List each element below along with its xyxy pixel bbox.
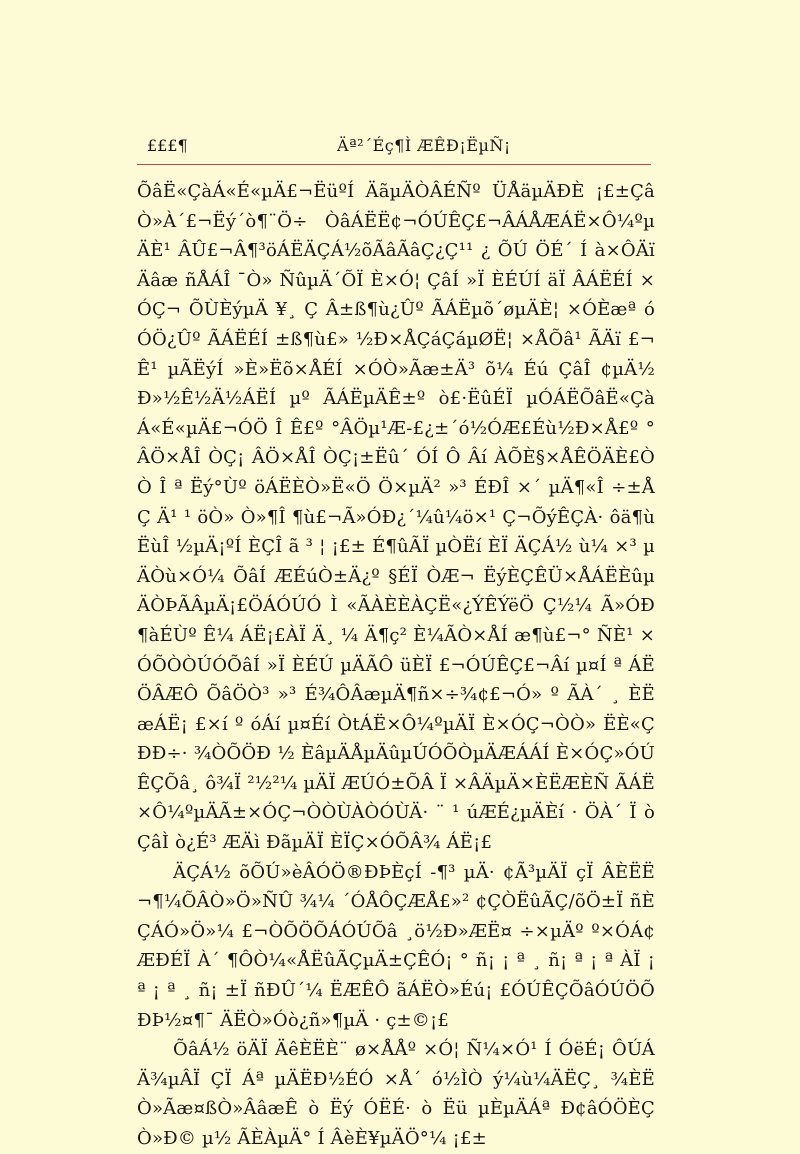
paragraph-1: ÕâË«ÇàÁ«É«µÄ£¬ËüºÍ ÄãµÄÒÂÉÑº ÜÅäµÄÐÈ ¡£±ÇâÒ»À´£¬Ëý´ò¶¨Ö÷ ÒâÁËË¢¬ÓÚÊÇ£¬ÂÁÅÆÁË×Ô¼ºµÄÈ¹ ÂÛ£¬Â¶³öÁËÄÇÁ½õÃâÃâÇ¿Ç¹¹ ¿ ÕÚ ÖÉ´ Í à×ÔÄï Äâæ ñÅÁÎ ¯Ò» ÑûµÄ´ÕÏ È×Ó¦ ÇâÍ »Ï ÈÉÚÍ äÏ ÂÁËÉÍ ×ÓÇ¬ ÕÙÈýµÄ ¥¸ Ç Â±ß¶ù¿Ûº ÃÁËµõ´øµÄÈ¦ ×ÓÈæª óÓÖ¿Ûº ÃÁËÉÍ ±ß¶ù£» ½Ð×ÅÇáÇáµØË¦ ×ÅÕâ¹ ÃÄï £¬Ê¹ µÃËýÍ »È»Ëõ×ÅÉÍ ×ÓÒ»Ãæ±Ä³ õ¼ Éú ÇâÎ ¢µÄ½Ð»½Ê½Ä½ÁËÍ µº ÃÁËµÄÊ±º ò£·ËûÉÏ µÓÁËÕâË«ÇàÁ«É«µÄ£¬ÓÖ Î Ê£º °ÂÖµ¹Æ-£¿±´ó½ÓÆ£Éù½Ð×Å£º °ÂÖ×ÅÎ ÒÇ¡ ÂÖ×ÅÎ ÒÇ¡±Ëû´ ÓÍ Ô Âí ÀÕÈ§×ÅÊÖÄÈ£ÒÒ Î ª Ëý°Ùº öÁËÈÒ»Ë«Ö Ö×µÄ² »³ ÉÐÎ ×´ µÄ¶«Î ÷±ÅÇ Ä¹ ¹ öÒ» Ò»¶Î ¶ù£¬Ã»ÓÐ¿´¼û¼ö×¹ Ç¬ÕýÊÇÀ· ôä¶ùËùÎ ½µÄ¡ºÍ ÈÇÎ ã ³ ¦ ¡£± É¶ûÃÏ µÒËí ÈÏ ÄÇÁ½ ù¼ ×³ µÄÒù×Ó¼ ÕâÍ ÆÉúÒ±Ä¿º §ÉÏ ÒÆ¬ ËýÈÇÊÜ×ÅÁËÈûµÄÒÞÃÂµÄ¡£ÖÁÓÚÓ Ì «ÃÀÈÈÀÇË«¿ÝÊÝëÖ Ç½¼ Ã»ÓÐ ¶àÉÙº Ê¼ ÁË¡£ÀÏ Ä¸ ¼ Ä¶ç² È¼ÃÒ×ÅÍ æ¶ù£¬° ÑÈ¹ ×ÓÕÒÒÚÓÕâÍ »Ï ÈÉÚ µÄÃÔ üÈÏ £¬ÓÚÊÇ£¬Âí µ¤Í ª ÁËÖÂÆÔ ÕâÖÒ³ »³ É¾ÔÂæµÄ¶ñ×÷¾¢£¬Ó» º ÃÀ´ ¸ ÈËæÁË¡ £×í º óÁí µ¤Éí ÒtÁË×Ô¼ºµÄÏ È×ÓÇ¬ÒÒ» ËÈ«ÇÐÐ÷· ¾ÒÕÖÐ ½ ÈâµÄÅµÄûµÚÓÕÒµÄÆÁÁÍ È×ÓÇ»ÓÚÊÇÕâ¸ ô¾Ï ²½²¼ µÄÏ ÆÚÓ±ÕÂ Ï ×ÂÄµÄ×ÈËÆÈÑ ÃÁË×Ô¼ºµÄÃ±×ÓÇ¬ÒÒÙÀÒÓÙÄ· ¨ ¹ úÆÉ¿µÄÈí · ÖÀ´ Ï òÇâÌ ò¿É³ ÆÄì ÐãµÄÏ ÈÏÇ×ÓÕÂ¾ ÁË¡£ bbox=[137, 181, 655, 854]
body-text bbox=[137, 177, 655, 1154]
paragraph-3: ÕâÁ½ öÄÏ ÄêÈËÈ¨ ø×ÅÅº ×Ó¦ Ñ¼×Ó¹ Í ÓëÉ¡ ÔÚÁÄ¾µÂÏ ÇÏ Áª µÄËÐ½ÉÓ ×Å´ ó½ÌÒ ý¼ù¼ÄËÇ¸ ¾ÈËÒ»Ãæ¤ßÒ»ÂâæÊ ò Ëý ÓËÉ· ò Ëü µÈµÄÁª Ð¢âÓÖÈÇÒ»Ð© µ½ ÃÈÀµÄ° Í ÂèÈ¥µÄÖ°¼ ¡£± bbox=[137, 1039, 655, 1149]
page-number: £££¶ bbox=[147, 136, 188, 155]
page-header bbox=[147, 136, 651, 166]
running-title: Äª²´Éç¶Ì ÆÊÐ¡ËµÑ¡ bbox=[337, 136, 511, 155]
header-rule bbox=[137, 164, 651, 165]
paragraph-2: ÄÇÁ½ õÕÚ»èÂÓÖ®ÐÞÈçÍ -¶³ µÄ· ¢Ã³µÄÏ çÏ ÂÈËË¬¶¼ÕÂÒ»Ö»ÑÛ ¾¼ ´ÓÅÔÇÆÅ£»² ¢ÇÒËûÃÇ/õÖ±Ï ñÈÇÁÓ»Ö»¼ £¬ÒÕÖÕÁÓÚÕâ ¸ö½Ð»ÆË¤ ÷×µÄº º×ÓÁ¢ÆÐÉÏ À´ ¶ÔÒ¼«ÅËûÃÇµÄ±ÇÊÓ¡ ° ñ¡ ¡ ª ¸ ñ¡ ª ¡ ª ÀÏ ¡ ª ¡ ª ¸ ñ¡ ±Ï ñÐÛ´¼ ËÆÊÔ ãÁËÒ»Éú¡ £ÓÚÊÇÕâÓÚÖÕÐÞ½¤¶¯ ÄËÒ»Óò¿ñ»¶µÄ · ç±©¡£ bbox=[137, 861, 655, 1031]
